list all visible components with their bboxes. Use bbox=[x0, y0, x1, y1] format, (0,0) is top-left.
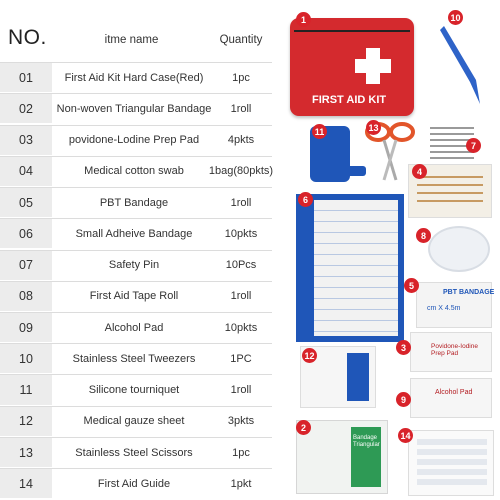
row-number: 01 bbox=[0, 63, 52, 92]
table-row bbox=[0, 125, 272, 155]
row-item-name: PBT Bandage bbox=[99, 196, 169, 209]
row-number: 05 bbox=[0, 188, 52, 217]
triangular-label: Bandage Triangular bbox=[353, 435, 380, 448]
row-item-name: First Aid Kit Hard Case(Red) bbox=[64, 71, 204, 84]
row-item-name: First Aid Tape Roll bbox=[89, 290, 179, 303]
badge-6: 6 bbox=[298, 192, 313, 207]
badge-13: 13 bbox=[366, 120, 381, 135]
table-row bbox=[0, 437, 272, 467]
row-quantity: 10pkts bbox=[224, 321, 258, 334]
header-quantity: Quantity bbox=[219, 34, 263, 46]
row-number: 13 bbox=[0, 438, 52, 467]
table-row bbox=[0, 62, 272, 92]
row-quantity: 10Pcs bbox=[225, 259, 257, 272]
row-quantity: 1pc bbox=[232, 71, 250, 84]
table-row bbox=[0, 281, 272, 311]
item-table bbox=[0, 22, 272, 498]
table-row bbox=[0, 250, 272, 280]
row-quantity: 1roll bbox=[230, 102, 252, 115]
row-quantity: 1roll bbox=[230, 384, 252, 397]
badge-9: 9 bbox=[396, 392, 411, 407]
row-quantity: 1pc bbox=[232, 446, 250, 459]
row-number: 08 bbox=[0, 282, 52, 311]
row-item-name: Silicone tourniquet bbox=[88, 384, 180, 397]
badge-1: 1 bbox=[296, 12, 311, 27]
row-item-name: povidone-Lodine Prep Pad bbox=[68, 134, 200, 147]
row-quantity: 1bag(80pkts) bbox=[208, 165, 274, 178]
povidone-prep-pad bbox=[410, 332, 492, 372]
row-item-name: Medical gauze sheet bbox=[83, 415, 185, 428]
alcohol-pad bbox=[410, 378, 492, 418]
pbt-size: cm X 4.5m bbox=[427, 305, 461, 312]
kit-contents-photo bbox=[276, 0, 500, 500]
badge-3: 3 bbox=[396, 340, 411, 355]
table-row bbox=[0, 93, 272, 123]
alcohol-label: Alcohol Pad bbox=[435, 389, 473, 396]
table-row bbox=[0, 312, 272, 342]
adhesive-bandages bbox=[296, 194, 404, 342]
table-header bbox=[0, 22, 272, 61]
badge-12: 12 bbox=[302, 348, 317, 363]
row-number: 06 bbox=[0, 219, 52, 248]
badge-8: 8 bbox=[416, 228, 431, 243]
tweezers-icon bbox=[436, 18, 496, 108]
row-item-name: Stainless Steel Tweezers bbox=[72, 352, 196, 365]
row-number: 07 bbox=[0, 251, 52, 280]
badge-10: 10 bbox=[448, 10, 463, 25]
row-item-name: Non-woven Triangular Bandage bbox=[56, 102, 212, 115]
table-row bbox=[0, 343, 272, 373]
row-quantity: 10pkts bbox=[224, 227, 258, 240]
table-row bbox=[0, 406, 272, 436]
row-number: 11 bbox=[0, 375, 52, 404]
row-number: 14 bbox=[0, 469, 52, 498]
row-quantity: 3pkts bbox=[227, 415, 255, 428]
pbt-bandage bbox=[416, 282, 495, 328]
first-aid-kit-case bbox=[290, 18, 414, 116]
header-item-name: itme name bbox=[104, 34, 159, 46]
table-row bbox=[0, 468, 272, 498]
row-number: 04 bbox=[0, 157, 52, 186]
table-row bbox=[0, 374, 272, 404]
badge-11: 11 bbox=[312, 124, 327, 139]
row-number: 09 bbox=[0, 313, 52, 342]
pbt-label: PBT BANDAGE bbox=[443, 289, 495, 296]
badge-4: 4 bbox=[412, 164, 427, 179]
row-quantity: 1roll bbox=[230, 196, 252, 209]
row-number: 12 bbox=[0, 407, 52, 436]
badge-2: 2 bbox=[296, 420, 311, 435]
row-quantity: 1PC bbox=[230, 352, 252, 365]
table-row bbox=[0, 156, 272, 186]
row-item-name: Medical cotton swab bbox=[84, 165, 184, 178]
povidone-label: Povidone-Iodine Prep Pad bbox=[431, 343, 478, 358]
row-quantity: 1pkt bbox=[230, 477, 252, 490]
badge-5: 5 bbox=[404, 278, 419, 293]
row-item-name: Safety Pin bbox=[108, 259, 160, 272]
row-item-name: Stainless Steel Scissors bbox=[75, 446, 193, 459]
badge-14: 14 bbox=[398, 428, 413, 443]
row-number: 10 bbox=[0, 344, 52, 373]
table-row bbox=[0, 218, 272, 248]
tape-roll bbox=[428, 226, 490, 272]
row-quantity: 1roll bbox=[230, 290, 252, 303]
row-item-name: First Aid Guide bbox=[97, 477, 171, 490]
row-quantity: 4pkts bbox=[227, 134, 255, 147]
kit-label: FIRST AID KIT bbox=[312, 94, 387, 106]
first-aid-guide bbox=[408, 430, 494, 496]
badge-7: 7 bbox=[466, 138, 481, 153]
row-number: 03 bbox=[0, 126, 52, 155]
table-row bbox=[0, 187, 272, 217]
row-item-name: Small Adheive Bandage bbox=[75, 227, 193, 240]
row-number: 02 bbox=[0, 94, 52, 123]
header-no: NO. bbox=[8, 26, 47, 49]
row-item-name: Alcohol Pad bbox=[104, 321, 164, 334]
